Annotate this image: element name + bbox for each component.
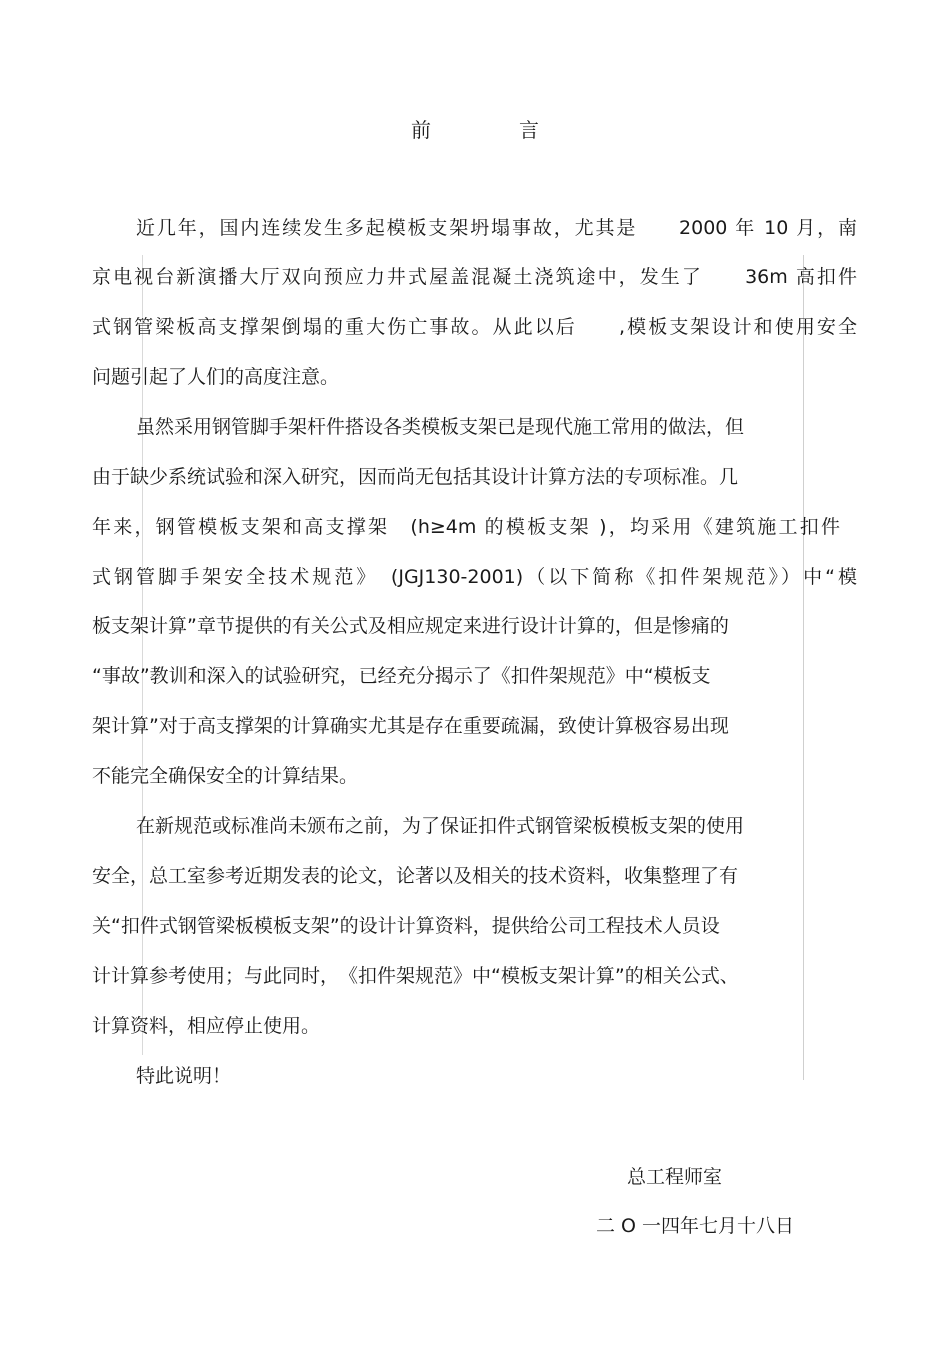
- paragraph-line: 年来，钢管模板支架和高支撑架 (h≥4m 的模板支架 )，均采用《建筑施工扣件: [92, 516, 840, 538]
- paragraph-line: 由于缺少系统试验和深入研究，因而尚无包括其设计计算方法的专项标准。几: [92, 466, 739, 488]
- paragraph-line: 式钢管脚手架安全技术规范》 (JGJ130-2001)（以下简称《扣件架规范》）中“模: [92, 566, 857, 588]
- paragraph-line: 关“扣件式钢管梁板模板支架”的设计计算资料，提供给公司工程技术人员设: [92, 915, 720, 937]
- paragraph-line: “事故”教训和深入的试验研究，已经充分揭示了《扣件架规范》中“模板支: [92, 665, 711, 687]
- paragraph-line: 问题引起了人们的高度注意。: [92, 366, 340, 388]
- paragraph-line: 在新规范或标准尚未颁布之前，为了保证扣件式钢管梁板模板支架的使用: [136, 815, 745, 837]
- paragraph-line: 京电视台新演播大厅双向预应力井式屋盖混凝土浇筑途中，发生了 36m 高扣件: [92, 266, 857, 288]
- paragraph-line: 安全，总工室参考近期发表的论文，论著以及相关的技术资料，收集整理了有: [92, 865, 739, 887]
- paragraph-line: 不能完全确保安全的计算结果。: [92, 765, 359, 787]
- paragraph-line: 架计算”对于高支撑架的计算确实尤其是存在重要疏漏，致使计算极容易出现: [92, 715, 729, 737]
- paragraph-line: 板支架计算”章节提供的有关公式及相应规定来进行设计计算的，但是惨痛的: [92, 615, 729, 637]
- signature-office: 总工程师室: [627, 1166, 723, 1188]
- paragraph-line: 计算资料，相应停止使用。: [92, 1015, 321, 1037]
- signature-date: 二 O 一四年七月十八日: [596, 1215, 795, 1237]
- paragraph-line: 式钢管梁板高支撑架倒塌的重大伤亡事故。从此以后 ,模板支架设计和使用安全: [92, 316, 857, 338]
- paragraph-line: 近几年，国内连续发生多起模板支架坍塌事故，尤其是 2000 年 10 月，南: [136, 217, 857, 239]
- margin-line-right: [803, 255, 804, 1080]
- paragraph-line: 特此说明！: [136, 1065, 232, 1087]
- paragraph-line: 虽然采用钢管脚手架杆件搭设各类模板支架已是现代施工常用的做法，但: [136, 416, 745, 438]
- paragraph-line: 计计算参考使用；与此同时， 《扣件架规范》中“模板支架计算”的相关公式、: [92, 965, 739, 987]
- page-title: 前 言: [411, 118, 573, 142]
